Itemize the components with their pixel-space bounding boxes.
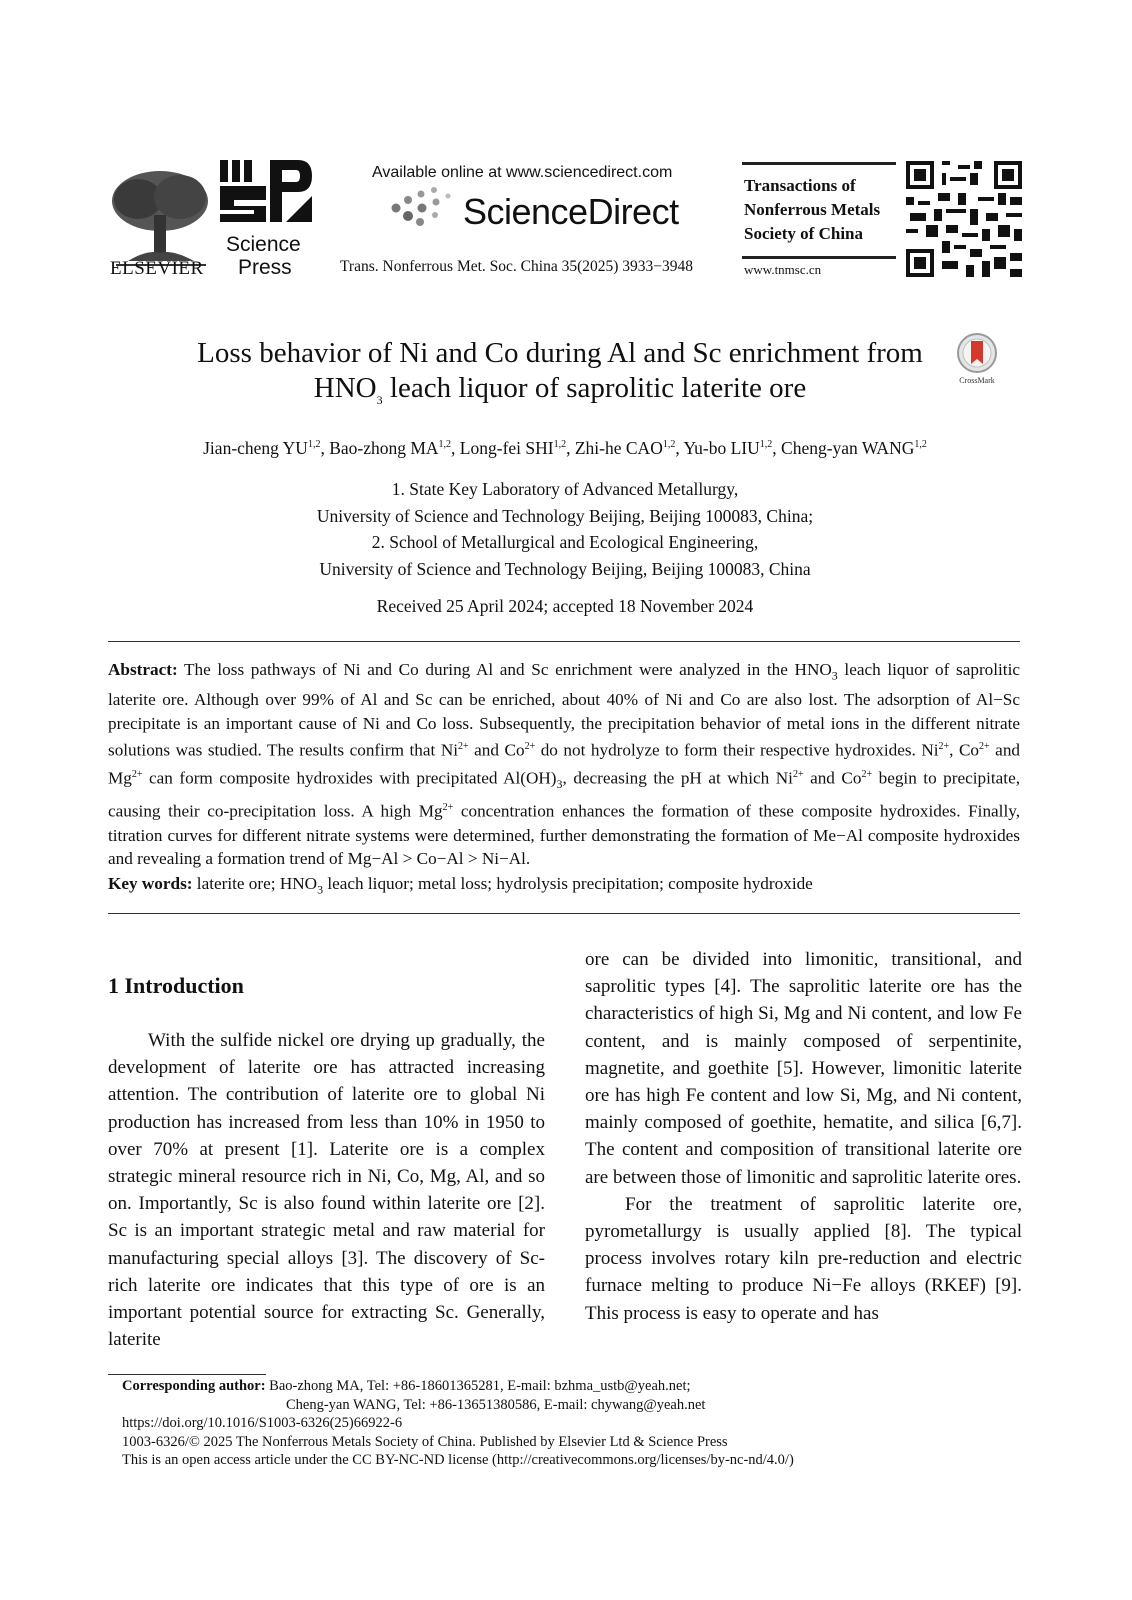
doi-link[interactable]: https://doi.org/10.1016/S1003-6326(25)66922-6: [122, 1415, 403, 1431]
science-press-word-1: Science: [226, 233, 301, 256]
license-line: This is an open access article under the CC BY-NC-ND license (http://creativecommons.org/licenses/by-nc-nd/4.0/): [122, 1452, 794, 1468]
journal-name: Transactions of Nonferrous Metals Society of China: [744, 176, 881, 243]
rule-above-abstract: [108, 641, 1020, 642]
author-list: Jian-cheng YU$^{1,2}$, Bao-zhong MA$^{1,2}$, Long-fei SHI$^{1,2}$, Zhi-he CAO$^{1,2}$, Yu-bo LIU$^{1,2}$, Cheng-yan WANG$^{1,2}$: [203, 438, 927, 458]
journal-url: www.tnmsc.cn: [744, 262, 822, 277]
science-press-logo: [220, 160, 312, 230]
paragraph: For the treatment of saprolitic laterite ore, pyrometallurgy is usually applied [8]. The typical process involves rotary kiln pre-reduction and electric furnace melting to produce Ni−Fe alloys (RKEF) [9]. This process is easy to operate and has: [585, 1193, 1022, 1324]
journal-box-rule-mid: [742, 256, 896, 259]
paragraph: ore can be divided into limonitic, transitional, and saprolitic types [4]. The saprolitic laterite ore has the characteristics of high Si, Mg and Ni content, and low Fe content, and is mainly composed of serpentinite, magnetite, and goethite [5]. However, limonitic laterite ore has high Fe content and low Si, Mg, and Ni content, mainly composed of goethite, hematite, and silica [6,7]. The content and composition of transitional laterite ore are between those of limonitic and saprolitic laterite ores.: [585, 949, 1022, 1188]
rule-below-abstract: [108, 913, 1020, 914]
journal-citation: Trans. Nonferrous Met. Soc. China 35(2025) 3933−3948: [340, 258, 694, 275]
footnote-rule: [108, 1374, 266, 1375]
affiliation-line: University of Science and Technology Beijing, Beijing 100083, China: [319, 558, 811, 579]
paragraph: With the sulfide nickel ore drying up gradually, the development of laterite ore has attracted increasing attention. The contribution of laterite ore to global Ni production has increased from less than 10% in 1950 to over 70% at present [1]. Laterite ore is a complex strategic mineral resource rich in Ni, Co, Mg, Al, and so on. Importantly, Sc is also found within laterite ore [2]. Sc is an important strategic metal and raw material for manufacturing special alloys [3]. The discovery of Sc-rich laterite ore indicates that this type of ore is an important potential source for extracting Sc. Generally, laterite: [108, 1030, 545, 1351]
title-line-1: Loss behavior of Ni and Co during Al and Sc enrichment from: [197, 337, 923, 369]
svg-text:CrossMark: CrossMark: [959, 376, 995, 385]
article-title: [120, 336, 1000, 418]
corresponding-author-2: Cheng-yan WANG, Tel: +86-13651380586, E-mail: chywang@yeah.net: [286, 1396, 706, 1413]
affiliations: [160, 476, 970, 582]
copyright-line: 1003-6326/© 2025 The Nonferrous Metals Society of China. Published by Elsevier Ltd & Science Press: [122, 1433, 728, 1450]
affiliation-line: 2. School of Metallurgical and Ecological Engineering,: [371, 532, 759, 552]
affiliation-line: 1. State Key Laboratory of Advanced Metallurgy,: [391, 479, 739, 499]
elsevier-wordmark: ELSEVIER: [110, 258, 204, 279]
footnotes: [122, 1377, 1022, 1470]
qr-code-icon: [906, 161, 1022, 277]
keywords: Key words: laterite ore; $HNO_3$ leach liquor; metal loss; hydrolysis precipitation; composite hydroxide: [108, 874, 813, 897]
available-online-text: Available online at www.sciencedirect.com: [372, 164, 673, 181]
body-column-left: [108, 1027, 545, 1353]
section-heading: 1 Introduction: [108, 973, 244, 998]
corresponding-author: Corresponding author: Bao-zhong MA, Tel: +86-18601365281, E-mail: bzhma_ustb@yeah.net;: [122, 1378, 691, 1394]
crossmark-icon[interactable]: [953, 333, 1001, 385]
title-line-2: $HNO_3$ leach liquor of saprolitic laterite ore: [313, 372, 807, 407]
sciencedirect-dots-icon: [388, 186, 458, 230]
received-dates: Received 25 April 2024; accepted 18 November 2024: [376, 596, 754, 616]
sciencedirect-wordmark: ScienceDirect: [463, 191, 679, 232]
affiliation-line: University of Science and Technology Beijing, Beijing 100083, China;: [316, 505, 814, 526]
journal-box-rule-top: [742, 162, 896, 165]
abstract: Abstract: The loss pathways of Ni and Co during Al and Sc enrichment were analyzed in the $HNO_3$ leach liquor of saprolitic laterite ore. Although over 99% of Al and Sc can be enriched, about 40% of Ni and Co are also lost. The adsorption of Al−Sc precipitate is an important cause of Ni and Co loss. Subsequently, the precipitation behavior of metal ions in the different nitrate solutions was studied. The results confirm that $Ni^{2+}$ and $Co^{2+}$ do not hydrolyze to form their respective hydroxides. $Ni^{2+}$, $Co^{2+}$ and $Mg^{2+}$ can form composite hydroxides with precipitated $Al(OH)_3$, decreasing the pH at which $Ni^{2+}$ and $Co^{2+}$ begin to precipitate, causing their co-precipitation loss. A high $Mg^{2+}$ concentration enhances the formation of these composite hydroxides. Finally, titration curves for different nitrate systems were determined, further demonstrating the formation of Me−Al composite hydroxides and revealing a formation trend of Mg−Al > Co−Al > Ni−Al.: [108, 660, 1021, 869]
science-press-word-2: Press: [238, 256, 292, 279]
body-column-right: [585, 946, 1022, 1327]
